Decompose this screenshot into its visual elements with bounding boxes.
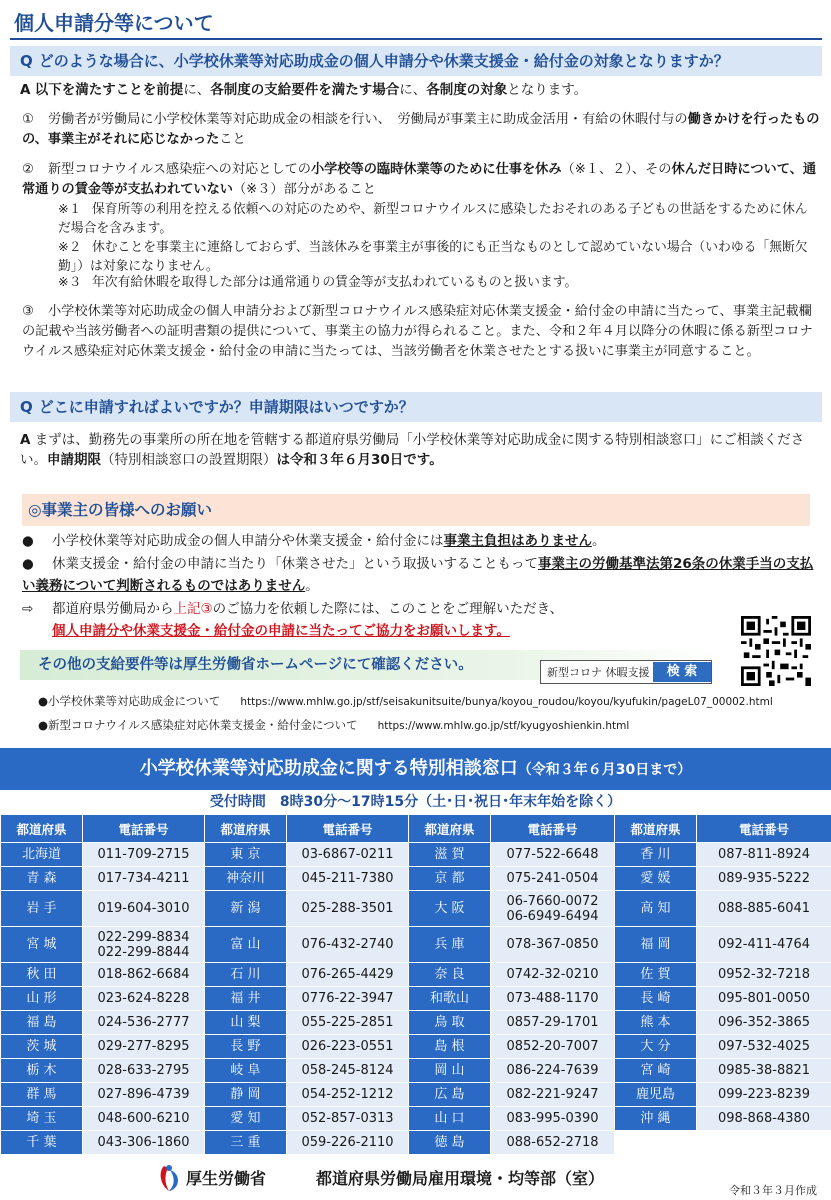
phone-cell[interactable]: 048-600-6210 [83, 1107, 205, 1131]
condition-item-1 [22, 110, 822, 150]
answer-2 [20, 430, 820, 470]
link-row-2 [38, 716, 629, 735]
phone-cell[interactable]: 095-801-0050 [697, 987, 831, 1011]
contact-table [0, 814, 831, 1155]
b2-text: 休業支援金・給付金の申請に当たり「休業させた」という取扱いすることもって [52, 556, 538, 572]
intro-p4: に、 [399, 82, 427, 98]
item2-text-c: （※１、２）、その [561, 162, 672, 177]
issue-date: 令和３年３月作成 [729, 1184, 817, 1197]
link-url[interactable]: https://www.mhlw.go.jp/stf/kyugyoshienkin.html [377, 720, 630, 732]
phone-cell[interactable]: 029-277-8295 [83, 1035, 205, 1059]
item1-text-a: 労働者が労働局に小学校休業等対応助成金の相談を行い、 労働局が事業主に助成金活用・有給の休暇付与の [48, 112, 688, 127]
table-row [1, 1107, 831, 1131]
info-banner: その他の支給要件等は厚生労働省ホームページにて確認ください。 [20, 650, 720, 680]
note-text: 休むことを事業主に連絡しておらず、当該休みを事業主が事後的にも正当なものとして認めていない場合（いわゆる「無断欠勤」）は対象になりません。 [58, 240, 808, 274]
b1-text: 小学校休業等対応助成金の個人申請分や休業支援金・給付金には [52, 533, 444, 549]
prefecture-cell: 宮 城 [1, 927, 83, 963]
phone-cell[interactable]: 058-245-8124 [287, 1059, 409, 1083]
note-label: ※１ [58, 202, 82, 217]
phone-cell[interactable]: 028-633-2795 [83, 1059, 205, 1083]
prefecture-cell: 長 野 [205, 1035, 287, 1059]
prefecture-cell: 岐 阜 [205, 1059, 287, 1083]
contact-table-title [0, 748, 831, 790]
table-row [1, 1131, 831, 1155]
prefecture-cell: 徳 島 [409, 1131, 491, 1155]
table-row [1, 963, 831, 987]
phone-cell[interactable]: 096-352-3865 [697, 1011, 831, 1035]
prefecture-cell: 埼 玉 [1, 1107, 83, 1131]
note-label: ※３ [58, 275, 82, 290]
table-row [1, 987, 831, 1011]
phone-cell [697, 1131, 831, 1155]
employer-request-bar: ◎事業主の皆様へのお願い [22, 494, 810, 526]
note-text: 保育所等の利用を控える依頼への対応のためや、新型コロナウイルスに感染したおそれのある子どもの世話をするために休んだ場合を含みます。 [58, 202, 808, 236]
contact-title-deadline: （令和３年６月30日まで） [517, 762, 692, 778]
condition-item-2 [22, 160, 822, 200]
answer-2-deadline-label: 申請期限 [47, 452, 101, 468]
note-text: 年次有給休暇を取得した部分は通常通りの賃金等が支払われているものと扱います。 [92, 275, 578, 290]
prefecture-cell: 熊 本 [615, 1011, 697, 1035]
link-row-1 [38, 692, 773, 711]
search-keyword: 新型コロナ 休暇支援 [547, 666, 650, 679]
phone-cell[interactable]: 023-624-8228 [83, 987, 205, 1011]
prefecture-cell: 群 馬 [1, 1083, 83, 1107]
table-row [1, 927, 831, 963]
prefecture-cell: 長 崎 [615, 987, 697, 1011]
phone-cell[interactable]: 097-532-4025 [697, 1035, 831, 1059]
prefecture-cell: 香 川 [615, 843, 697, 867]
prefecture-cell: 栃 木 [1, 1059, 83, 1083]
intro-premise: 以下を満たすことを前提 [34, 82, 184, 98]
item1-text-c: こと [219, 132, 246, 147]
answer-1-intro [20, 80, 820, 100]
phone-cell[interactable]: 0776-22-3947 [287, 987, 409, 1011]
phone-cell[interactable]: 088-652-2718 [491, 1131, 615, 1155]
a-letter: A [20, 82, 31, 98]
table-row [1, 1083, 831, 1107]
phone-cell[interactable]: 076-265-4429 [287, 963, 409, 987]
phone-cell[interactable]: 073-488-1170 [491, 987, 615, 1011]
item-number: ③ [22, 304, 34, 319]
prefecture-cell: 山 形 [1, 987, 83, 1011]
prefecture-cell: 福 井 [205, 987, 287, 1011]
table-row [1, 1035, 831, 1059]
table-header-row [1, 815, 831, 843]
prefecture-cell: 鹿児島 [615, 1083, 697, 1107]
phone-cell[interactable]: 077-522-6648 [491, 843, 615, 867]
item3-text: 小学校休業等対応助成金の個人申請分および新型コロナウイルス感染症対応休業支援金・給付金の申請に当たって、事業主記載欄の記載や当該労働者への証明書類の提供について、事業主の協力が得られること。また、令和２年４月以降分の休暇に係る新型コロナウイルス感染症対応休業支援金・給付金の申請に当たっては、当該労働者を休業させたとする扱いに事業主が同意すること。 [22, 304, 813, 359]
phone-cell[interactable]: 043-306-1860 [83, 1131, 205, 1155]
phone-cell[interactable]: 078-367-0850 [491, 927, 615, 963]
phone-cell[interactable]: 026-223-0551 [287, 1035, 409, 1059]
phone-cell[interactable]: 0952-32-7218 [697, 963, 831, 987]
phone-cell[interactable]: 03-6867-0211 [287, 843, 409, 867]
note-3 [58, 273, 820, 292]
col-pref: 都道府県 [1, 815, 83, 843]
link-url[interactable]: https://www.mhlw.go.jp/stf/seisakunitsuite/bunya/koyou_roudou/koyou/kyufukin/pageL07_00002.html [240, 696, 773, 708]
table-row [1, 891, 831, 927]
intro-target: 各制度の対象 [426, 82, 508, 98]
phone-cell[interactable]: 099-223-8239 [697, 1083, 831, 1107]
prefecture-cell [615, 1131, 697, 1155]
prefecture-cell: 宮 崎 [615, 1059, 697, 1083]
arrow-icon: ⇨ [22, 601, 34, 617]
phone-cell[interactable]: 087-811-8924 [697, 843, 831, 867]
prefecture-cell: 高 知 [615, 891, 697, 927]
item-number: ② [22, 162, 34, 177]
prefecture-cell: 青 森 [1, 867, 83, 891]
note-2 [58, 238, 820, 276]
note-1 [58, 200, 820, 238]
prefecture-cell: 富 山 [205, 927, 287, 963]
phone-cell[interactable]: 083-995-0390 [491, 1107, 615, 1131]
item2-text-a: 新型コロナウイルス感染症への対応としての [48, 162, 311, 177]
prefecture-cell: 愛 媛 [615, 867, 697, 891]
intro-end: となります。 [507, 82, 588, 98]
phone-cell[interactable]: 059-226-2110 [287, 1131, 409, 1155]
phone-cell[interactable]: 0742-32-0210 [491, 963, 615, 987]
prefecture-cell: 広 島 [409, 1083, 491, 1107]
item2-text-e: （※３）部分があること [233, 182, 376, 197]
b2-end: 。 [305, 578, 319, 594]
employer-bullet-3 [22, 598, 722, 642]
prefecture-cell: 佐 賀 [615, 963, 697, 987]
prefecture-cell: 山 梨 [205, 1011, 287, 1035]
item-number: ① [22, 112, 34, 127]
section-title: 個人申請分等について [10, 6, 822, 40]
col-tel: 電話番号 [697, 815, 831, 843]
phone-cell[interactable]: 082-221-9247 [491, 1083, 615, 1107]
prefecture-cell: 福 岡 [615, 927, 697, 963]
item2-text-d: 休んだ日時について、通常通りの賃金等が支払われていない [22, 162, 817, 197]
phone-cell[interactable]: 027-896-4739 [83, 1083, 205, 1107]
phone-cell[interactable]: 019-604-3010 [83, 891, 205, 927]
col-pref: 都道府県 [615, 815, 697, 843]
bullet-mark: ● [22, 533, 34, 549]
b3-text-a: 都道府県労働局から [52, 601, 174, 617]
prefecture-cell: 三 重 [205, 1131, 287, 1155]
bullet-mark: ● [22, 556, 34, 572]
item1-text-b: 働きかけを行ったものの、事業主がそれに応じなかった [22, 112, 820, 147]
phone-cell[interactable]: 089-935-5222 [697, 867, 831, 891]
bureau-name: 都道府県労働局雇用環境・均等部（室） [316, 1169, 605, 1188]
phone-cell[interactable]: 018-862-6684 [83, 963, 205, 987]
phone-cell[interactable]: 052-857-0313 [287, 1107, 409, 1131]
prefecture-cell: 茨 城 [1, 1035, 83, 1059]
col-tel: 電話番号 [491, 815, 615, 843]
answer-2-paren: （特別相談窓口の設置期限） [101, 452, 277, 468]
phone-cell[interactable]: 092-411-4764 [697, 927, 831, 963]
prefecture-cell: 静 岡 [205, 1083, 287, 1107]
phone-cell[interactable]: 024-536-2777 [83, 1011, 205, 1035]
prefecture-cell: 滋 賀 [409, 843, 491, 867]
table-row [1, 1011, 831, 1035]
phone-cell[interactable]: 0852-20-7007 [491, 1035, 615, 1059]
prefecture-cell: 兵 庫 [409, 927, 491, 963]
prefecture-cell: 秋 田 [1, 963, 83, 987]
a-letter: A [20, 432, 31, 448]
footer [0, 1160, 831, 1196]
phone-cell[interactable]: 076-432-2740 [287, 927, 409, 963]
note-label: ※２ [58, 240, 82, 255]
link-label: ●新型コロナウイルス感染症対応休業支援金・給付金について [38, 718, 358, 732]
answer-2-text: まずは、勤務先の事業所の所在地を管轄する都道府県労働局「小学校休業等対応助成金に関する特別相談窓口」にご相談ください。 [20, 432, 805, 468]
prefecture-cell: 山 口 [409, 1107, 491, 1131]
prefecture-cell: 新 潟 [205, 891, 287, 927]
phone-cell[interactable]: 086-224-7639 [491, 1059, 615, 1083]
question-2-text: どこに申請すればよいですか？申請期限はいつですか？ [38, 398, 414, 416]
phone-cell[interactable]: 055-225-2851 [287, 1011, 409, 1035]
prefecture-cell: 鳥 取 [409, 1011, 491, 1035]
prefecture-cell: 愛 知 [205, 1107, 287, 1131]
search-box[interactable] [540, 660, 712, 684]
phone-cell[interactable]: 075-241-0504 [491, 867, 615, 891]
b3-text-c: のご協力を依頼した際には、このことをご理解いただき、 [212, 601, 564, 617]
contact-title-text: 小学校休業等対応助成金に関する特別相談窓口 [139, 758, 518, 779]
prefecture-cell: 京 都 [409, 867, 491, 891]
prefecture-cell: 千 葉 [1, 1131, 83, 1155]
ministry-name: 厚生労働省 [186, 1169, 267, 1188]
employer-bullet-1 [22, 530, 822, 552]
prefecture-cell: 石 川 [205, 963, 287, 987]
b3-ref: 上記③ [173, 601, 213, 617]
prefecture-cell: 岩 手 [1, 891, 83, 927]
col-tel: 電話番号 [287, 815, 409, 843]
prefecture-cell: 島 根 [409, 1035, 491, 1059]
intro-req: 各制度の支給要件を満たす場合 [210, 82, 400, 98]
phone-cell[interactable]: 017-734-4211 [83, 867, 205, 891]
prefecture-cell: 大 分 [615, 1035, 697, 1059]
answer-2-deadline: は令和３年６月30日です。 [276, 452, 443, 468]
phone-cell[interactable]: 098-868-4380 [697, 1107, 831, 1131]
b3-request: 個人申請分や休業支援金・給付金の申請に当たってご協力をお願いします。 [52, 623, 510, 639]
table-row [1, 1059, 831, 1083]
q-letter: Q [20, 398, 33, 416]
item2-text-b: 小学校等の臨時休業等のために仕事を休み [310, 162, 562, 177]
prefecture-cell: 大 阪 [409, 891, 491, 927]
b1-emphasis: 事業主負担はありません [443, 533, 592, 549]
table-row [1, 867, 831, 891]
col-tel: 電話番号 [83, 815, 205, 843]
question-2-bar [10, 392, 822, 422]
reception-hours: 受付時間 8時30分～17時15分（土･日･祝日･年末年始を除く） [0, 790, 831, 814]
phone-cell[interactable]: 0857-29-1701 [491, 1011, 615, 1035]
col-pref: 都道府県 [409, 815, 491, 843]
ministry-logo-icon [156, 1164, 182, 1192]
phone-cell[interactable]: 06-7660-0072 06-6949-6494 [491, 891, 615, 927]
phone-cell[interactable]: 054-252-1212 [287, 1083, 409, 1107]
prefecture-cell: 福 島 [1, 1011, 83, 1035]
prefecture-cell: 和歌山 [409, 987, 491, 1011]
prefecture-cell: 神奈川 [205, 867, 287, 891]
intro-p2: に、 [183, 82, 211, 98]
link-label: ●小学校休業等対応助成金について [38, 694, 221, 708]
phone-cell[interactable]: 088-885-6041 [697, 891, 831, 927]
table-row [1, 843, 831, 867]
b1-end: 。 [592, 533, 606, 549]
phone-cell[interactable]: 022-299-8834 022-299-8844 [83, 927, 205, 963]
prefecture-cell: 奈 良 [409, 963, 491, 987]
phone-cell[interactable]: 025-288-3501 [287, 891, 409, 927]
condition-item-3 [22, 302, 822, 362]
prefecture-cell: 沖 縄 [615, 1107, 697, 1131]
employer-bullet-2 [22, 553, 822, 597]
phone-cell[interactable]: 0985-38-8821 [697, 1059, 831, 1083]
question-1-bar [10, 46, 822, 76]
search-button[interactable]: 検 索 [653, 662, 711, 682]
prefecture-cell: 北海道 [1, 843, 83, 867]
qr-code-icon[interactable] [741, 616, 811, 686]
q-letter: Q [20, 52, 33, 70]
question-1-text: どのような場合に、小学校休業等対応助成金の個人申請分や休業支援金・給付金の対象となりますか？ [38, 52, 729, 70]
phone-cell[interactable]: 045-211-7380 [287, 867, 409, 891]
col-pref: 都道府県 [205, 815, 287, 843]
b2-emphasis: 事業主の労働基準法第26条の休業手当の支払い義務について判断されるものではありません [22, 556, 814, 594]
prefecture-cell: 東 京 [205, 843, 287, 867]
phone-cell[interactable]: 011-709-2715 [83, 843, 205, 867]
prefecture-cell: 岡 山 [409, 1059, 491, 1083]
